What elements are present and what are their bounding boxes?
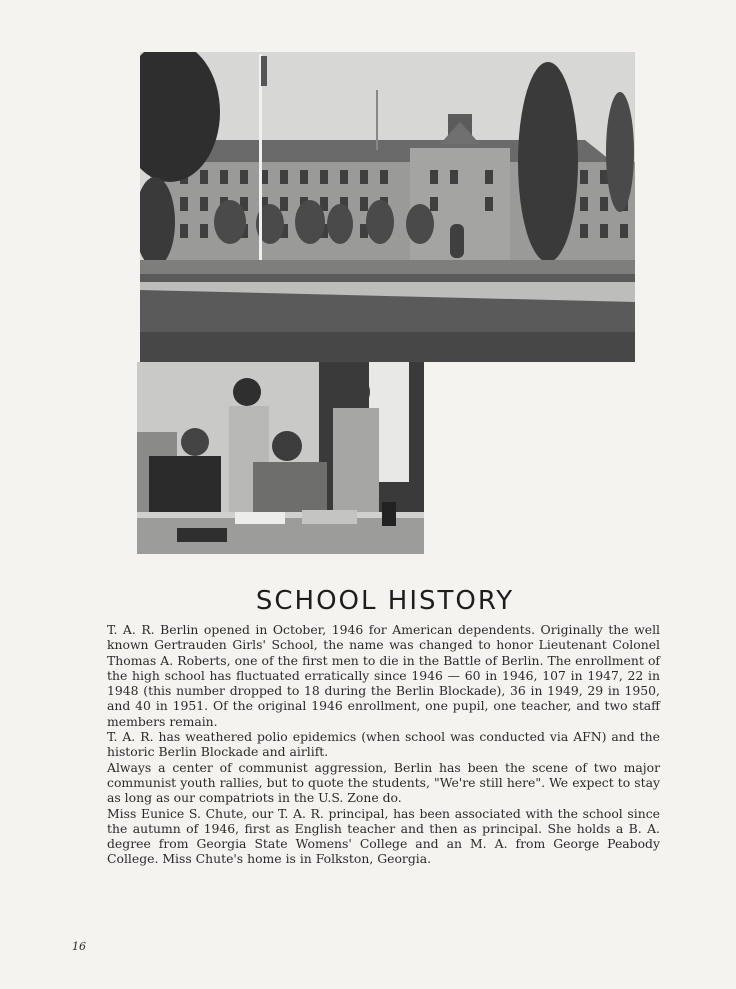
page-title: SCHOOL HISTORY [255, 586, 515, 616]
history-paragraph-principal: Miss Eunice S. Chute, our T. A. R. principal, has been associated with the school since the autumn of 1946, first as English teacher and then as principal. She holds a B. A. degree from Georgia State Womens' College and an M. A. from George Peabody College. Miss Chute's home is in Folkston, Georgia. [107, 805, 660, 867]
history-paragraph-enrollment: T. A. R. Berlin opened in October, 1946 for American dependents. Originally the well known Gertrauden Girls' School, the name was changed to honor Lieutenant Colonel Thomas A. Roberts, one of the first men to die in the Battle of Berlin. The enrollment of the high school has fluctuated erratically since 1946 — 60 in 1946, 107 in 1947, 22 in 1948 (this number dropped to 18 during the Berlin Blockade), 36 in 1949, 29 in 1950, and 40 in 1951. Of the original 1946 enrollment, one pupil, one teacher, and two staff members remain. [107, 622, 660, 729]
history-paragraph-communist: Always a center of communist aggression, Berlin has been the scene of two major communist youth rallies, but to quote the students, "We're still here". We expect to stay as long as our compatriots in the U.S. Zone do. [107, 759, 660, 806]
history-paragraph-blockade: T. A. R. has weathered polio epidemics (when school was conducted via AFN) and the historic Berlin Blockade and airlift. [107, 729, 660, 760]
staff-office-illustration [137, 362, 424, 554]
school-building-photo [140, 52, 635, 362]
history-body [107, 622, 660, 867]
school-building-illustration [140, 52, 635, 362]
staff-office-photo [137, 362, 424, 554]
page-number: 16 [72, 940, 86, 953]
